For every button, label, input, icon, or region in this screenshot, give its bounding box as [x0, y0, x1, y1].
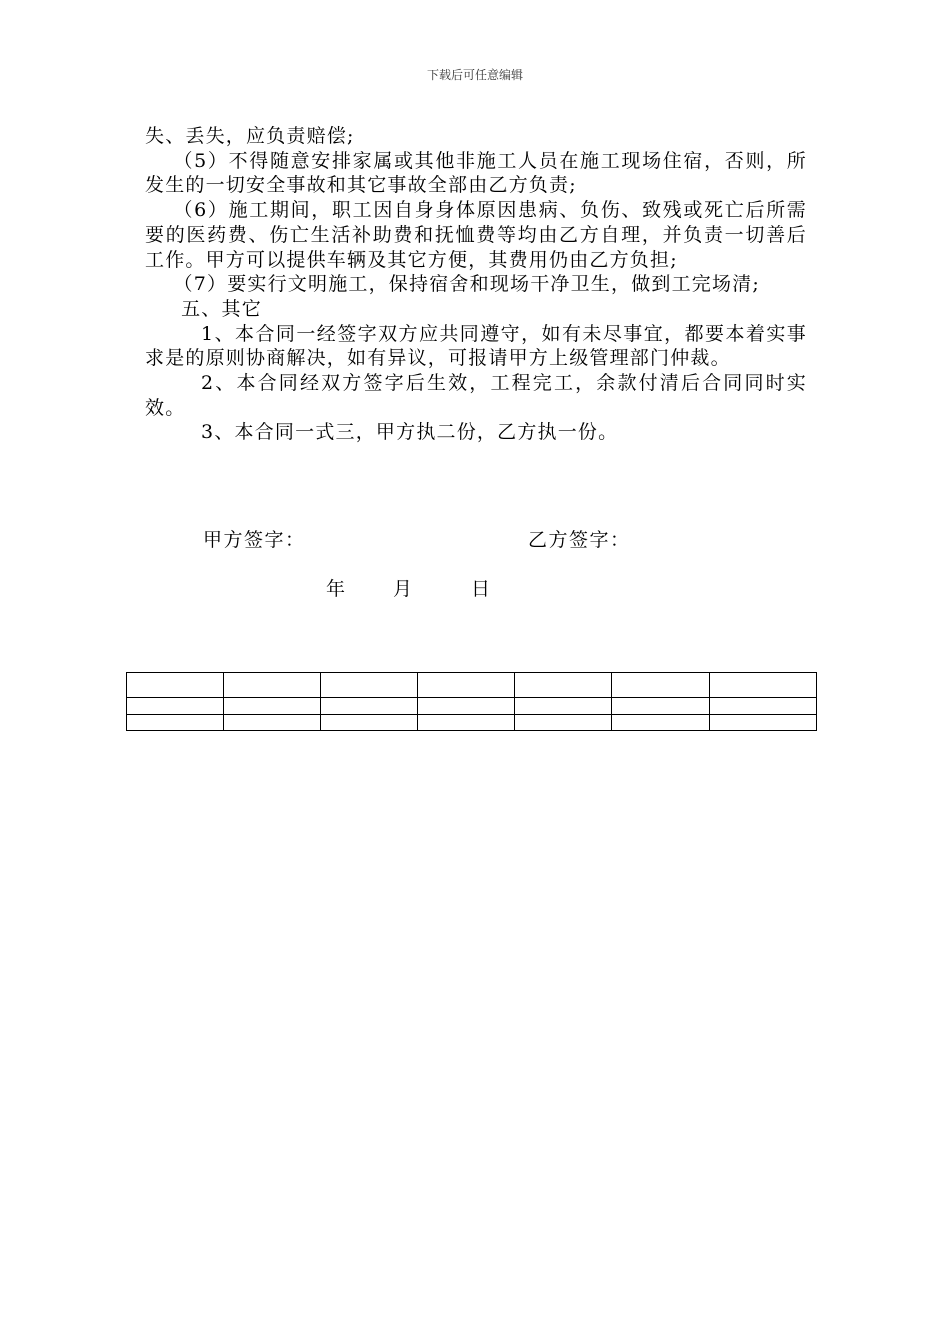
table-cell — [127, 715, 224, 731]
table-cell — [418, 673, 515, 698]
table-row — [127, 673, 817, 698]
table-cell — [418, 698, 515, 715]
table-cell — [515, 715, 612, 731]
table-cell — [710, 673, 817, 698]
table-cell — [127, 698, 224, 715]
table-cell — [612, 715, 710, 731]
table-cell — [224, 673, 321, 698]
table-row — [127, 698, 817, 715]
table-cell — [710, 715, 817, 731]
date-month-label: 月 — [393, 578, 413, 600]
table-cell — [515, 698, 612, 715]
blank-form-table — [126, 672, 817, 731]
paragraph-clause-6: （6）施工期间，职工因自身身体原因患病、负伤、致残或死亡后所需要的医药费、伤亡生活补助费和抚恤费等均由乙方自理，并负责一切善后工作。甲方可以提供车辆及其它方便，其费用仍由乙方负担; — [145, 199, 807, 271]
table-cell — [710, 698, 817, 715]
page-header-note: 下载后可任意编辑 — [426, 68, 523, 82]
table-cell — [321, 715, 418, 731]
table-cell — [127, 673, 224, 698]
party-a-signature-label: 甲方签字： — [203, 529, 306, 551]
paragraph-other-1: 1、本合同一经签字双方应共同遵守，如有未尽事宜，都要本着实事求是的原则协商解决，如有异议，可报请甲方上级管理部门仲裁。 — [145, 322, 807, 370]
party-b-signature-label: 乙方签字： — [528, 529, 631, 551]
table-cell — [224, 715, 321, 731]
table-cell — [612, 698, 710, 715]
paragraph-other-2: 2、本合同经双方签字后生效，工程完工，余款付清后合同同时实效。 — [145, 372, 807, 419]
table-cell — [321, 698, 418, 715]
contract-body — [145, 124, 807, 445]
date-day-label: 日 — [471, 578, 491, 600]
table-row — [127, 715, 817, 731]
paragraph-loss-compensation: 失、丢失，应负责赔偿; — [145, 125, 355, 147]
date-year-label: 年 — [326, 578, 346, 600]
section-heading-other: 五、其它 — [181, 297, 262, 320]
paragraph-other-3: 3、本合同一式三，甲方执二份，乙方执一份。 — [201, 421, 619, 444]
paragraph-clause-7: （7）要实行文明施工，保持宿舍和现场干净卫生，做到工完场清; — [173, 273, 760, 296]
table-cell — [612, 673, 710, 698]
table-cell — [418, 715, 515, 731]
table-cell — [515, 673, 612, 698]
table-cell — [224, 698, 321, 715]
paragraph-clause-5: （5）不得随意安排家属或其他非施工人员在施工现场住宿，否则，所发生的一切安全事故和其它事故全部由乙方负责; — [145, 149, 807, 197]
table-cell — [321, 673, 418, 698]
